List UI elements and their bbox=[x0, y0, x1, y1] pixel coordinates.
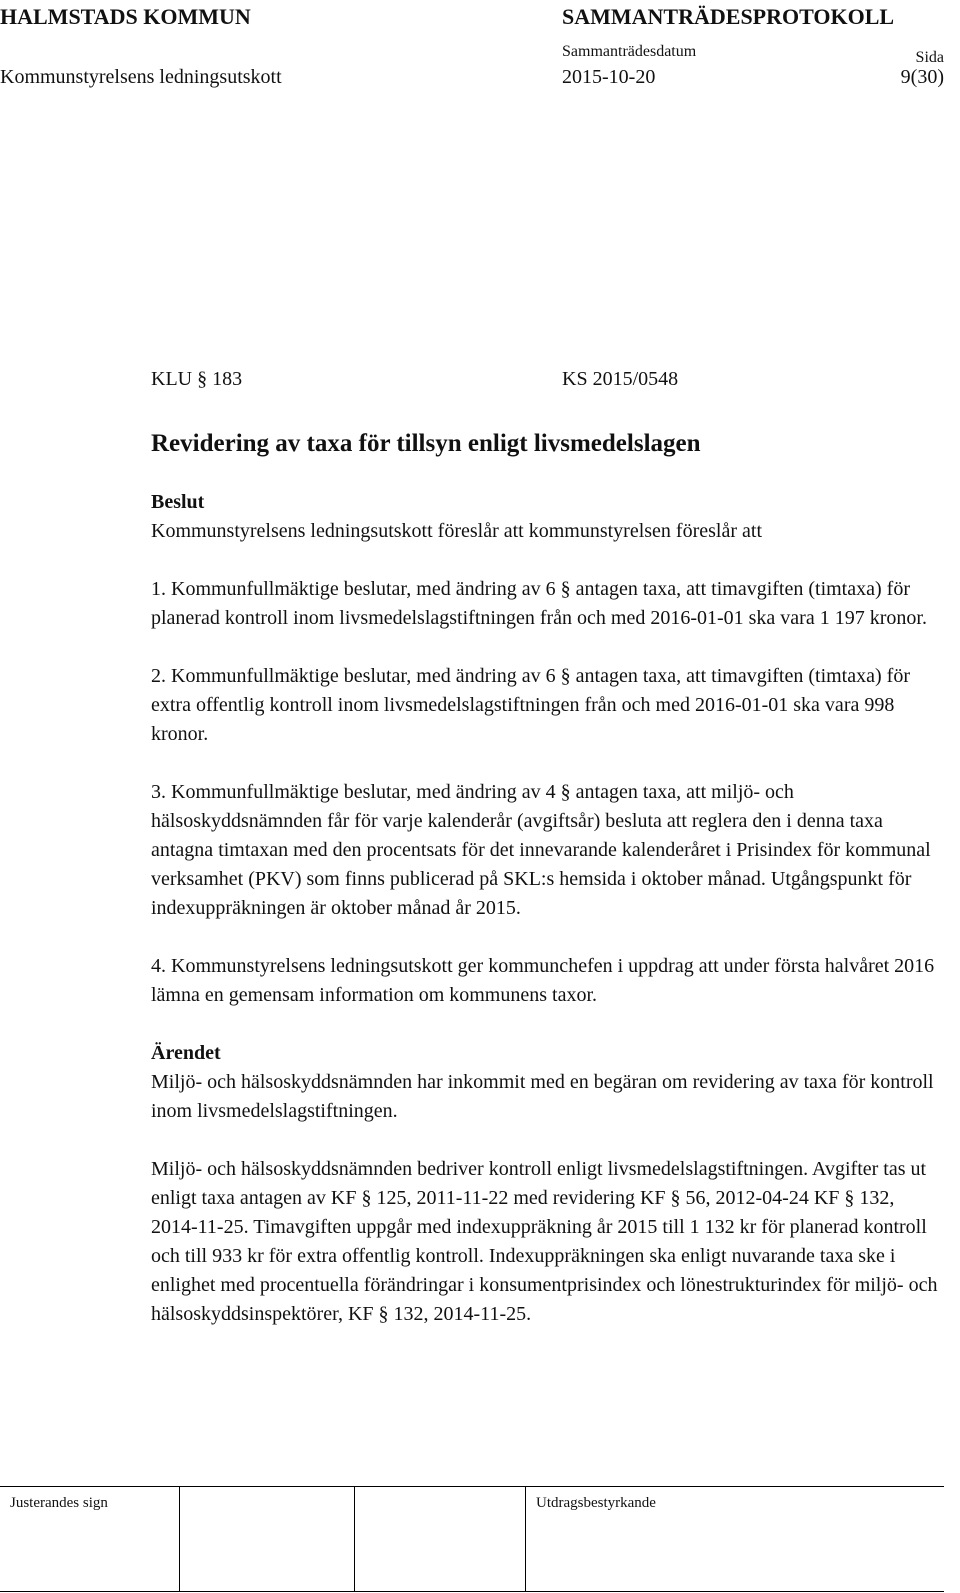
protocol-title: SAMMANTRÄDESPROTOKOLL bbox=[562, 4, 895, 29]
decision-section bbox=[151, 488, 941, 1329]
decision-point-2: 2. Kommunfullmäktige beslutar, med ändring av 6 § antagen taxa, att timavgiften (timtaxa) för extra offentlig kontroll inom livsmedelslagstiftningen från och med 2016-01-01 ska vara 998 kronor. bbox=[151, 665, 910, 745]
matter-heading: Ärendet bbox=[151, 1042, 221, 1064]
meeting-date: 2015-10-20 bbox=[562, 66, 656, 88]
signature-table bbox=[0, 1486, 944, 1592]
matter-paragraph-1: Miljö- och hälsoskyddsnämnden har inkommit med en begäran om revidering av taxa för kontroll inom livsmedelslagstiftningen. bbox=[151, 1071, 934, 1122]
page-label: Sida bbox=[915, 49, 944, 66]
extract-cell bbox=[526, 1487, 944, 1591]
extract-label: Utdragsbestyrkande bbox=[536, 1495, 656, 1511]
decision-heading: Beslut bbox=[151, 491, 205, 513]
municipality-name: HALMSTADS KOMMUN bbox=[0, 4, 251, 29]
meeting-date-label: Sammanträdesdatum bbox=[562, 43, 697, 60]
committee-name: Kommunstyrelsens ledningsutskott bbox=[0, 66, 282, 88]
matter-paragraph-2: Miljö- och hälsoskyddsnämnden bedriver kontroll enligt livsmedelslagstiftningen. Avgifter tas ut enligt taxa antagen av KF § 125, 2011-11-22 med revidering KF § 56, 2012-04-24 KF § 132, 2014-11-25. Timavgiften uppgår med indexuppräkning år 2015 till 1 132 kr för planerad kontroll och till 933 kr för extra offentlig kontroll. Indexuppräkningen ska enligt nuvarande taxa ske i enlighet med procentuella förändringar i konsumentprisindex och lönestrukturindex för miljö- och hälsoskyddsinspektörer, KF § 132, 2014-11-25. bbox=[151, 1158, 938, 1325]
signature-cell-2 bbox=[180, 1487, 355, 1591]
decision-point-1: 1. Kommunfullmäktige beslutar, med ändring av 6 § antagen taxa, att timavgiften (timtaxa) för planerad kontroll inom livsmedelslagstiftningen från och med 2016-01-01 ska vara 1 197 kronor. bbox=[151, 578, 927, 629]
item-number: KLU § 183 bbox=[151, 368, 243, 390]
signature-cell-3 bbox=[355, 1487, 526, 1591]
item-title: Revidering av taxa för tillsyn enligt livsmedelslagen bbox=[151, 430, 701, 457]
decision-point-4: 4. Kommunstyrelsens ledningsutskott ger kommunchefen i uppdrag att under första halvåret 2016 lämna en gemensam information om kommunens taxor. bbox=[151, 955, 935, 1006]
signature-cell-1 bbox=[0, 1487, 180, 1591]
signature-label: Justerandes sign bbox=[10, 1495, 108, 1511]
page-number: 9(30) bbox=[900, 66, 944, 88]
decision-point-3: 3. Kommunfullmäktige beslutar, med ändring av 4 § antagen taxa, att miljö- och hälsoskyddsnämnden får för varje kalenderår (avgiftsår) besluta att reglera den i denna taxa antagna timtaxan med den procentsats för det innevarande kalenderåret i Prisindex för kommunal verksamhet (PKV) som finns publicerad på SKL:s hemsida i oktober månad. Utgångspunkt för indexuppräkningen är oktober månad år 2015. bbox=[151, 781, 931, 919]
case-number: KS 2015/0548 bbox=[562, 368, 679, 390]
decision-intro: Kommunstyrelsens ledningsutskott föreslår att kommunstyrelsen föreslår att bbox=[151, 520, 762, 542]
